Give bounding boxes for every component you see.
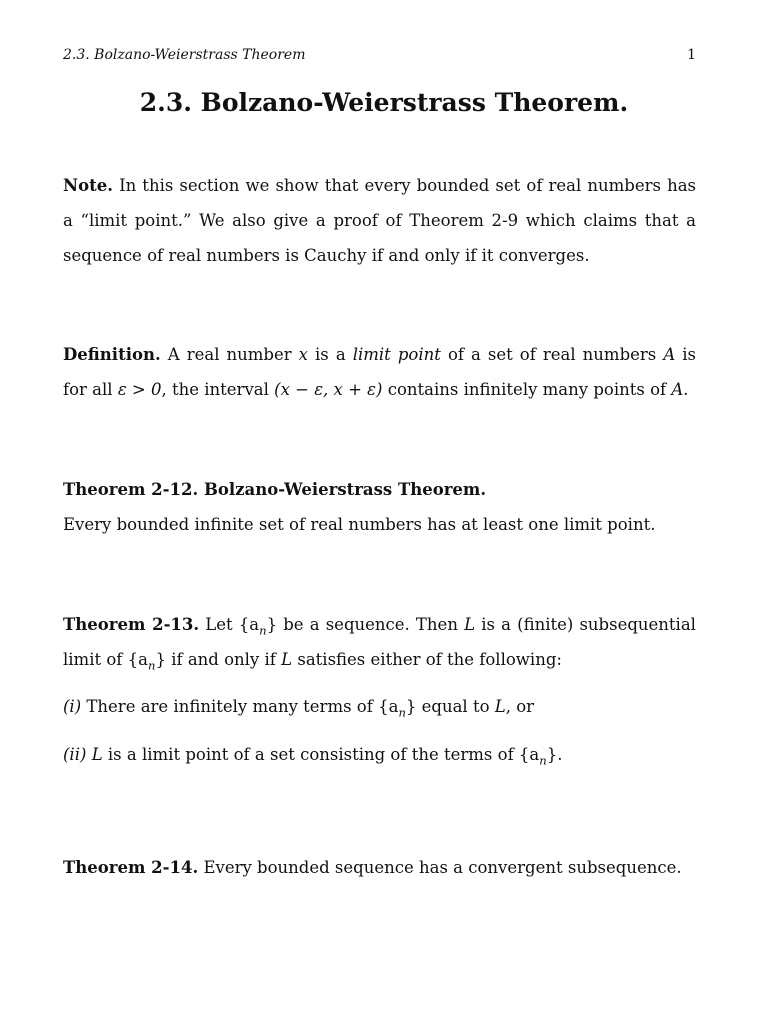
item-i-text-1: There are infinitely many terms of bbox=[86, 697, 373, 716]
running-title: 2.3. Bolzano-Weierstrass Theorem bbox=[63, 47, 306, 63]
item-ii-var-L: L bbox=[91, 745, 103, 764]
epsilon-condition: ε > 0 bbox=[117, 380, 162, 399]
item-ii-label: (ii) bbox=[63, 745, 87, 764]
definition-end: . bbox=[683, 380, 689, 399]
note-label: Note. bbox=[63, 176, 113, 195]
note-text: In this section we show that every bounded set of real numbers has a “limit point.” We also give a proof of Theorem 2-9 which claims that a sequence of real numbers is Cauchy if and only if it converges. bbox=[63, 176, 697, 265]
page-number: 1 bbox=[687, 47, 696, 63]
interval-expression: (x − ε, x + ε) bbox=[274, 380, 383, 399]
definition-text-6: contains infinitely many points of bbox=[387, 380, 667, 399]
sequence-notation: $\{a_n\}$ bbox=[518, 745, 558, 768]
theorem-2-14-paragraph bbox=[63, 850, 696, 885]
item-i-end: , or bbox=[505, 697, 535, 716]
var-A: A bbox=[663, 345, 676, 364]
theorem-2-14-label: Theorem 2-14. bbox=[63, 858, 199, 877]
var-L: L bbox=[464, 615, 476, 634]
var-A-2: A bbox=[671, 380, 684, 399]
t13-text-5: satisfies either of the following: bbox=[297, 650, 562, 669]
theorem-2-13-item-i bbox=[63, 689, 696, 724]
definition-term: limit point bbox=[352, 345, 441, 364]
var-L-2: L bbox=[281, 650, 293, 669]
t13-text-3: is a (finite) subsequential limit of bbox=[63, 615, 696, 669]
running-header bbox=[63, 47, 696, 63]
theorem-2-12-heading: Theorem 2-12. Bolzano-Weierstrass Theorem. bbox=[63, 480, 487, 499]
theorem-2-14-body: Every bounded sequence has a convergent subsequence. bbox=[203, 858, 682, 877]
definition-label: Definition. bbox=[63, 345, 161, 364]
t13-text-2: be a sequence. Then bbox=[283, 615, 458, 634]
section-title: 2.3. Bolzano-Weierstrass Theorem. bbox=[139, 88, 629, 117]
sequence-notation: $\{a_n\}$ bbox=[378, 697, 417, 720]
definition-paragraph bbox=[63, 337, 696, 407]
t13-text-4: if and only if bbox=[171, 650, 276, 669]
theorem-2-13-label: Theorem 2-13. bbox=[63, 615, 200, 634]
note-paragraph bbox=[63, 168, 696, 273]
sequence-notation: $\{a_n\}$ bbox=[127, 650, 166, 673]
definition-text-3: of a set of real numbers bbox=[447, 345, 657, 364]
theorem-2-13-item-ii bbox=[63, 737, 696, 772]
t13-text-1: Let bbox=[205, 615, 233, 634]
sequence-notation: $\{a_n\}$ bbox=[238, 615, 278, 638]
item-i-label: (i) bbox=[63, 697, 82, 716]
var-x: x bbox=[298, 345, 308, 364]
definition-text-1: A real number bbox=[167, 345, 292, 364]
theorem-2-12-body: Every bounded infinite set of real numbers has at least one limit point. bbox=[63, 515, 656, 534]
item-i-var-L: L bbox=[494, 697, 506, 716]
item-ii-text: is a limit point of a set consisting of the terms of bbox=[107, 745, 514, 764]
item-ii-end: . bbox=[557, 745, 563, 764]
definition-text-5: , the interval bbox=[161, 380, 269, 399]
definition-text-4: is for all bbox=[63, 345, 697, 399]
item-i-text-2: equal to bbox=[421, 697, 490, 716]
definition-text-2: is a bbox=[315, 345, 346, 364]
theorem-2-13-paragraph bbox=[63, 607, 696, 677]
